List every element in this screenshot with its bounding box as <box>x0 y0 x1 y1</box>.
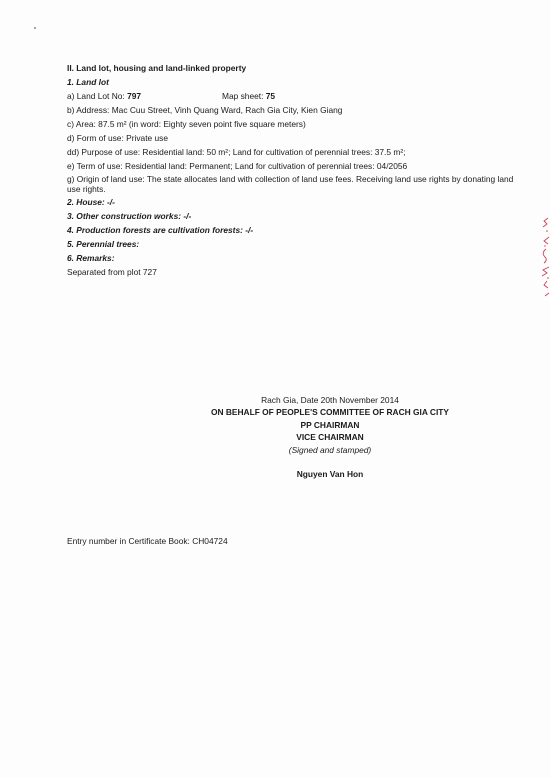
red-stamp-edge <box>535 215 550 300</box>
signature-spacer <box>150 456 510 468</box>
on-behalf-line: ON BEHALF OF PEOPLE'S COMMITTEE OF RACH GIA CITY <box>210 407 450 418</box>
map-sheet-value: 75 <box>265 91 276 102</box>
lot-number-row <box>67 91 517 102</box>
entry-number: Entry number in Certificate Book: CH04724 <box>67 536 228 546</box>
signature-block <box>150 394 510 481</box>
form-of-use-line: d) Form of use: Private use <box>67 133 169 144</box>
remarks-title: 6. Remarks: <box>67 253 115 264</box>
signer-name: Nguyen Van Hon <box>296 469 364 480</box>
lot-number-label: a) Land Lot No: <box>67 91 128 102</box>
signed-note: (Signed and stamped) <box>288 444 372 455</box>
remarks-text: Separated from plot 727 <box>67 267 157 278</box>
perennial-trees-line: 5. Perennial trees: <box>67 239 140 250</box>
place-date: Rach Gia, Date 20th November 2014 <box>261 395 399 405</box>
scan-speck <box>34 27 36 29</box>
pp-chairman-line: PP CHAIRMAN <box>300 419 360 430</box>
area-line: c) Area: 87.5 m² (in word: Eighty seven point five square meters) <box>67 119 306 130</box>
map-sheet-label: Map sheet: <box>222 91 266 102</box>
land-lot-section <box>67 63 517 281</box>
address-line: b) Address: Mac Cuu Street, Vinh Quang Ward, Rach Gia City, Kien Giang <box>67 105 343 116</box>
production-forests-line: 4. Production forests are cultivation forests: -/- <box>67 225 254 236</box>
vice-chairman-line: VICE CHAIRMAN <box>296 432 364 443</box>
origin-of-use-line: g) Origin of land use: The state allocates land with collection of land use fees. Receiving land use rights by donating land use rights. <box>67 174 514 194</box>
land-lot-title: 1. Land lot <box>67 77 109 88</box>
house-line: 2. House: -/- <box>67 197 115 208</box>
purpose-of-use-line: dd) Purpose of use: Residential land: 50 m²; Land for cultivation of perennial trees: 37.5 m²; <box>67 147 406 158</box>
lot-number-value: 797 <box>127 91 142 102</box>
term-of-use-line: e) Term of use: Residential land: Permanent; Land for cultivation of perennial trees: 04/2056 <box>67 161 408 172</box>
other-construction-line: 3. Other construction works: -/- <box>67 211 192 222</box>
section-heading: II. Land lot, housing and land-linked property <box>67 63 247 73</box>
